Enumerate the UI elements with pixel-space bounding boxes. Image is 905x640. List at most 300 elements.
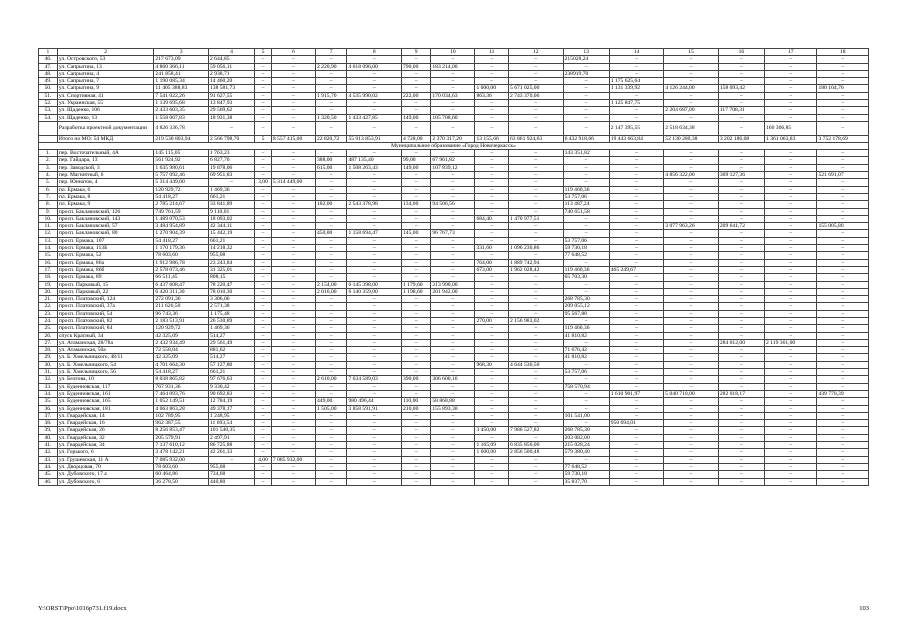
table-row xyxy=(39,63,869,70)
table-cell: – xyxy=(431,478,475,485)
table-cell: – xyxy=(609,383,664,390)
table-row xyxy=(39,245,869,252)
table-cell: – xyxy=(431,310,475,317)
table-cell: – xyxy=(817,230,869,237)
table-cell: 17 xyxy=(765,49,817,56)
table-cell: – xyxy=(817,449,869,456)
table-cell: – xyxy=(431,208,475,215)
table-cell: 15 xyxy=(664,49,719,56)
table-cell: 764,00 xyxy=(475,259,509,266)
table-cell: пер. Заводской, 3 xyxy=(57,164,154,171)
table-cell: – xyxy=(509,339,564,346)
table-row xyxy=(39,296,869,303)
table-cell: 53 757,06 xyxy=(563,193,609,200)
table-cell: 1 962 028,42 xyxy=(509,266,564,273)
table-cell: – xyxy=(664,63,719,70)
table-cell: – xyxy=(609,310,664,317)
table-cell: 2 578 073,46 xyxy=(154,266,209,273)
table-cell: 450,00 xyxy=(315,230,346,237)
table-cell: – xyxy=(347,186,402,193)
table-cell: 268 785,30 xyxy=(563,296,609,303)
table-cell: 4 860 366,11 xyxy=(154,63,209,70)
table-cell: 170 034,63 xyxy=(431,92,475,99)
table-cell: – xyxy=(765,114,817,121)
table-cell: 42 325,09 xyxy=(154,332,209,339)
table-cell: – xyxy=(347,252,402,259)
table-cell: – xyxy=(718,92,764,99)
table-cell: 12 784,19 xyxy=(208,398,254,405)
table-cell: 2. xyxy=(39,157,58,164)
table-cell: 54 418,27 xyxy=(154,237,209,244)
table-cell: – xyxy=(347,70,402,77)
table-cell: 86 725,88 xyxy=(208,442,254,449)
table-cell: просп. Ермака, 52 xyxy=(57,252,154,259)
table-cell: 6 835 856,00 xyxy=(509,442,564,449)
table-cell: пер. Магнитный, 6 xyxy=(57,172,154,179)
table-cell: – xyxy=(817,471,869,478)
table-cell: – xyxy=(475,230,509,237)
table-cell: 2 183 513,91 xyxy=(154,317,209,324)
table-cell: – xyxy=(255,471,272,478)
table-cell: – xyxy=(315,70,346,77)
table-cell: ул. Буденновская, 165 xyxy=(57,398,154,405)
table-cell: – xyxy=(475,332,509,339)
table-cell: – xyxy=(563,398,609,405)
table-cell: 955,08 xyxy=(208,252,254,259)
table-cell: – xyxy=(271,252,315,259)
table-cell: – xyxy=(271,390,315,397)
table-cell: – xyxy=(765,259,817,266)
table-cell: 33. xyxy=(39,383,58,390)
table-cell: – xyxy=(255,347,272,354)
table-cell: – xyxy=(509,332,564,339)
table-cell: – xyxy=(664,56,719,63)
table-cell: 149,00 xyxy=(402,114,431,121)
table-cell: – xyxy=(315,215,346,222)
table-cell: – xyxy=(347,361,402,368)
table-cell: 758 570,94 xyxy=(563,383,609,390)
table-cell: 8 256 853,47 xyxy=(154,427,209,434)
table-cell: – xyxy=(765,223,817,230)
table-row xyxy=(39,186,869,193)
table-cell: ул. Б. Хмельницкого, 48/11 xyxy=(57,354,154,361)
table-cell: 105 708,60 xyxy=(431,114,475,121)
table-cell: 36. xyxy=(39,405,58,412)
table-cell: – xyxy=(664,339,719,346)
table-cell: – xyxy=(509,114,564,121)
table-cell: – xyxy=(347,332,402,339)
table-cell: 767 931,36 xyxy=(154,383,209,390)
table-cell: 29 561,49 xyxy=(208,339,254,346)
table-cell: – xyxy=(315,471,346,478)
table-cell: – xyxy=(765,398,817,405)
table-cell: – xyxy=(509,281,564,288)
table-cell: 10 xyxy=(431,49,475,56)
table-cell: – xyxy=(402,85,431,92)
table-cell: 331,60 xyxy=(475,245,509,252)
table-cell: – xyxy=(431,78,475,85)
table-row xyxy=(39,456,869,463)
table-cell: – xyxy=(271,208,315,215)
table-cell: – xyxy=(609,339,664,346)
table-cell: – xyxy=(402,193,431,200)
table-cell: – xyxy=(475,390,509,397)
table-cell: 1 198,60 xyxy=(402,288,431,295)
table-cell: – xyxy=(271,56,315,63)
table-cell: – xyxy=(509,325,564,332)
table-cell: – xyxy=(817,63,869,70)
table-cell: – xyxy=(475,100,509,107)
table-cell: – xyxy=(402,223,431,230)
table-cell: – xyxy=(664,420,719,427)
table-cell: 7 634 589,03 xyxy=(347,376,402,383)
table-cell: просп. Платовский, 124 xyxy=(57,296,154,303)
table-cell: 78 603,60 xyxy=(154,252,209,259)
table-cell: 7. xyxy=(39,193,58,200)
table-cell: 94 506,56 xyxy=(431,201,475,208)
table-cell: 67 961,82 xyxy=(431,157,475,164)
table-cell: – xyxy=(402,237,431,244)
table-cell: 7 464 093,76 xyxy=(154,390,209,397)
table-cell: – xyxy=(817,107,869,114)
footer-page-number: 103 xyxy=(859,605,869,612)
table-cell: – xyxy=(255,390,272,397)
table-cell: – xyxy=(347,245,402,252)
table-cell: – xyxy=(402,463,431,470)
table-cell: – xyxy=(208,179,254,186)
table-cell: 119 460,36 xyxy=(563,186,609,193)
table-cell: 282 018,17 xyxy=(718,390,764,397)
table-cell: – xyxy=(718,434,764,441)
table-cell: – xyxy=(664,266,719,273)
table-cell: – xyxy=(315,259,346,266)
table-cell: 272 091,36 xyxy=(154,296,209,303)
table-cell: 30. xyxy=(39,361,58,368)
table-cell: – xyxy=(718,317,764,324)
table-cell: – xyxy=(271,317,315,324)
table-cell: 1 469,36 xyxy=(208,325,254,332)
table-cell: 1 763,23 xyxy=(208,150,254,157)
table-cell: – xyxy=(765,56,817,63)
table-cell: ул. Б. Хмельницкого, 54 xyxy=(57,361,154,368)
table-cell: – xyxy=(315,449,346,456)
table-cell: – xyxy=(817,442,869,449)
table-cell: – xyxy=(817,310,869,317)
table-cell: 19 878,06 xyxy=(208,164,254,171)
table-cell: 980 496,44 xyxy=(347,398,402,405)
table-cell: 5 040 710,00 xyxy=(664,390,719,397)
table-cell: 9 xyxy=(402,49,431,56)
table-cell: – xyxy=(718,186,764,193)
table-cell: – xyxy=(718,208,764,215)
table-row xyxy=(39,420,869,427)
table-cell: – xyxy=(509,390,564,397)
table-cell: – xyxy=(402,325,431,332)
table-cell: – xyxy=(609,325,664,332)
table-cell: – xyxy=(718,164,764,171)
table-cell: пл. Ермака, 9 xyxy=(57,201,154,208)
table-cell: – xyxy=(315,369,346,376)
table-cell: – xyxy=(271,383,315,390)
table-cell: 881,62 xyxy=(208,347,254,354)
table-cell: – xyxy=(563,390,609,397)
table-cell: 48. xyxy=(39,70,58,77)
table-cell: 13. xyxy=(39,237,58,244)
table-cell: 13 155,66 xyxy=(475,135,509,142)
table-cell: – xyxy=(509,369,564,376)
table-cell: – xyxy=(315,412,346,419)
table-cell: ул. Дворцовая, 70 xyxy=(57,463,154,470)
table-cell: – xyxy=(271,281,315,288)
table-cell: 215028,24 xyxy=(563,56,609,63)
table-cell: – xyxy=(402,354,431,361)
table-cell: – xyxy=(347,317,402,324)
table-cell: – xyxy=(431,150,475,157)
table-cell: – xyxy=(609,405,664,412)
table-cell: 134,00 xyxy=(402,201,431,208)
table-cell: – xyxy=(609,259,664,266)
table-cell: – xyxy=(765,354,817,361)
table-cell: – xyxy=(609,347,664,354)
table-cell: – xyxy=(271,303,315,310)
table-cell: – xyxy=(718,405,764,412)
table-cell: просп. Баклановский, 57 xyxy=(57,223,154,230)
table-cell: – xyxy=(609,442,664,449)
table-cell: 183 214,00 xyxy=(431,63,475,70)
table-cell: – xyxy=(347,471,402,478)
table-cell: 14 460,20 xyxy=(208,78,254,85)
table-cell: – xyxy=(664,310,719,317)
table-cell: – xyxy=(315,237,346,244)
table-cell: 54 418,27 xyxy=(154,369,209,376)
table-cell: просп. Платовский, 82 xyxy=(57,317,154,324)
table-cell: – xyxy=(271,164,315,171)
table-cell: 18 093,02 xyxy=(208,215,254,222)
table-cell: 209 641,72 xyxy=(718,223,764,230)
table-cell: – xyxy=(765,347,817,354)
table-cell: – xyxy=(271,92,315,99)
table-cell: – xyxy=(315,332,346,339)
table-cell: 3. xyxy=(39,164,58,171)
table-cell: – xyxy=(509,274,564,281)
table-cell: – xyxy=(817,252,869,259)
table-cell: – xyxy=(475,383,509,390)
table-cell: – xyxy=(475,208,509,215)
table-cell: – xyxy=(475,237,509,244)
table-cell: – xyxy=(431,100,475,107)
table-cell: – xyxy=(509,157,564,164)
table-cell: – xyxy=(817,193,869,200)
table-cell: – xyxy=(509,456,564,463)
table-row xyxy=(39,100,869,107)
table-cell: – xyxy=(271,471,315,478)
table-cell: – xyxy=(664,325,719,332)
table-cell: – xyxy=(315,274,346,281)
table-cell: – xyxy=(315,347,346,354)
table-cell: – xyxy=(718,259,764,266)
table-cell: – xyxy=(271,63,315,70)
table-cell: – xyxy=(475,114,509,121)
table-cell: – xyxy=(315,150,346,157)
table-cell: – xyxy=(718,121,764,135)
table-cell: 661,21 xyxy=(208,193,254,200)
table-cell: 44. xyxy=(39,463,58,470)
project-docs-row xyxy=(39,121,869,135)
table-cell: – xyxy=(431,186,475,193)
table-cell: – xyxy=(817,427,869,434)
table-cell: – xyxy=(509,288,564,295)
table-cell: 46. xyxy=(39,56,58,63)
table-cell: пл. Ермака, 6 xyxy=(57,186,154,193)
table-cell: 26. xyxy=(39,332,58,339)
table-cell: – xyxy=(563,172,609,179)
total-row xyxy=(39,135,869,142)
table-cell: – xyxy=(431,412,475,419)
table-cell: 1 190 085,34 xyxy=(154,78,209,85)
table-row xyxy=(39,172,869,179)
table-cell: 5 314 449,00 xyxy=(271,179,315,186)
table-cell: – xyxy=(817,237,869,244)
table-cell: 1 610 901,97 xyxy=(609,390,664,397)
table-cell: – xyxy=(664,100,719,107)
table-cell: – xyxy=(718,70,764,77)
table-row xyxy=(39,237,869,244)
table-cell: – xyxy=(609,114,664,121)
table-cell: – xyxy=(718,383,764,390)
table-cell: – xyxy=(255,107,272,114)
table-cell: – xyxy=(817,208,869,215)
table-cell: – xyxy=(609,332,664,339)
table-cell: – xyxy=(255,266,272,273)
table-cell: 46. xyxy=(39,478,58,485)
table-row xyxy=(39,325,869,332)
table-cell: 59 056,11 xyxy=(208,63,254,70)
table-row xyxy=(39,252,869,259)
table-cell: 53 757,06 xyxy=(563,237,609,244)
table-cell: – xyxy=(765,405,817,412)
table-cell: – xyxy=(609,303,664,310)
table-cell: 2 370 317,20 xyxy=(431,135,475,142)
table-cell: – xyxy=(609,369,664,376)
table-cell: – xyxy=(475,70,509,77)
table-cell: 1 170 179,36 xyxy=(154,245,209,252)
table-cell: – xyxy=(315,121,346,135)
table-cell: – xyxy=(271,412,315,419)
table-cell: – xyxy=(664,186,719,193)
table-cell: – xyxy=(431,434,475,441)
table-cell: просп. Ермака, 107 xyxy=(57,237,154,244)
table-cell: – xyxy=(431,215,475,222)
table-cell: – xyxy=(718,412,764,419)
table-cell: – xyxy=(315,296,346,303)
table-cell: – xyxy=(664,332,719,339)
table-cell: – xyxy=(475,121,509,135)
table-cell: – xyxy=(718,114,764,121)
table-cell: – xyxy=(817,179,869,186)
table-cell: – xyxy=(563,114,609,121)
table-cell: 205 579,91 xyxy=(154,434,209,441)
table-cell: – xyxy=(609,70,664,77)
table-cell: 6 140 359,00 xyxy=(347,288,402,295)
table-cell: 2 154,00 xyxy=(315,281,346,288)
table-cell: – xyxy=(402,266,431,273)
table-cell: 19. xyxy=(39,281,58,288)
table-cell: – xyxy=(431,442,475,449)
table-cell: 4. xyxy=(39,172,58,179)
table-cell: 3 xyxy=(154,49,209,56)
table-cell: 1 125 847,75 xyxy=(609,100,664,107)
table-cell: – xyxy=(817,369,869,376)
table-cell: – xyxy=(271,427,315,434)
table-cell: – xyxy=(431,471,475,478)
table-row xyxy=(39,56,869,63)
table-cell: ул. Гвардейская, 14 xyxy=(57,412,154,419)
table-cell: – xyxy=(509,172,564,179)
table-cell: – xyxy=(817,164,869,171)
table-cell: – xyxy=(664,478,719,485)
table-cell: 1 000,00 xyxy=(475,85,509,92)
table-cell: 4 063 863,28 xyxy=(154,405,209,412)
table-cell: – xyxy=(664,201,719,208)
table-cell: – xyxy=(431,317,475,324)
table-cell: – xyxy=(765,296,817,303)
table-cell: 270,00 xyxy=(475,317,509,324)
table-cell: 5. xyxy=(39,179,58,186)
table-cell: – xyxy=(475,434,509,441)
table-cell: 1 505,00 xyxy=(315,405,346,412)
table-cell: – xyxy=(609,107,664,114)
table-row xyxy=(39,259,869,266)
table-cell: – xyxy=(431,369,475,376)
table-cell: 5 xyxy=(255,49,272,56)
table-cell: 19 443 663,84 xyxy=(609,135,664,142)
table-cell: – xyxy=(664,405,719,412)
table-cell: – xyxy=(431,179,475,186)
table-cell: – xyxy=(609,208,664,215)
table-cell: 268 785,30 xyxy=(563,427,609,434)
table-cell: 11 405 388,83 xyxy=(154,85,209,92)
table-cell: 3 450,00 xyxy=(475,427,509,434)
table-cell: – xyxy=(255,478,272,485)
table-cell: 14 xyxy=(609,49,664,56)
table-cell: – xyxy=(315,172,346,179)
table-cell: – xyxy=(475,463,509,470)
table-cell: 306 600,16 xyxy=(431,376,475,383)
table-row xyxy=(39,361,869,368)
table-cell: 16 xyxy=(718,49,764,56)
table-cell: – xyxy=(509,208,564,215)
table-cell: 78 010,30 xyxy=(208,288,254,295)
table-cell: 2 204 687,00 xyxy=(664,107,719,114)
table-cell: 213 990,00 xyxy=(431,281,475,288)
table-cell: – xyxy=(664,354,719,361)
table-cell: – xyxy=(509,434,564,441)
table-cell: – xyxy=(563,100,609,107)
table-cell: 5 xyxy=(255,135,272,142)
table-cell: – xyxy=(765,369,817,376)
table-cell: ул. Белгова, 10 xyxy=(57,376,154,383)
table-cell: – xyxy=(255,164,272,171)
table-cell: 2 566 798,70 xyxy=(208,135,254,142)
table-cell: – xyxy=(718,310,764,317)
table-cell: 34. xyxy=(39,390,58,397)
table-cell: – xyxy=(609,463,664,470)
table-cell: 90 692,83 xyxy=(208,390,254,397)
table-cell: – xyxy=(765,252,817,259)
table-cell: 2 xyxy=(57,49,154,56)
table-cell: – xyxy=(271,332,315,339)
table-cell: 180 104,76 xyxy=(817,85,869,92)
